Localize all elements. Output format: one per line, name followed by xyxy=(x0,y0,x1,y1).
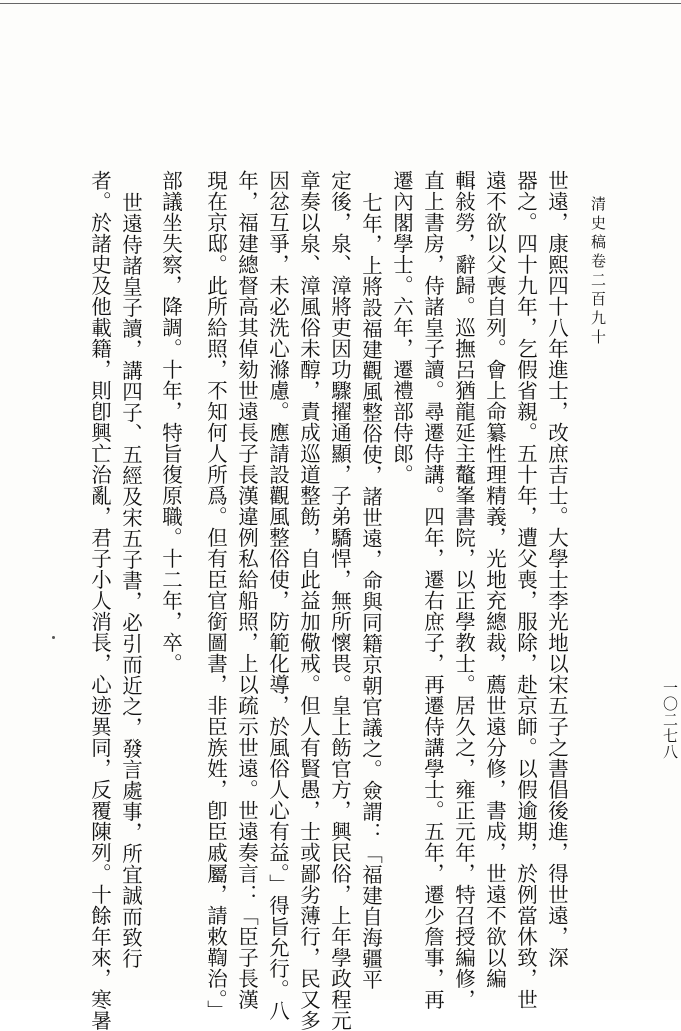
text-column: 現在京邸。此所給照，不知何人所爲。但有臣官銜圖書，非臣族姓，卽臣戚屬，請敕鞫治。」 xyxy=(203,170,228,1021)
scan-speck xyxy=(52,636,55,639)
text-column: 世遠，康熙四十八年進士，改庶吉士。大學士李光地以宋五子之書倡後進，得世遠，深 xyxy=(544,170,569,968)
running-title: 清史稿卷二百九十 xyxy=(589,196,607,348)
text-column: 年，福建總督高其倬劾世遠長子長漢違例私給船照，上以疏示世遠。世遠奏言：「臣子長漢 xyxy=(234,170,259,1010)
page-number: 一〇二七八 xyxy=(661,680,679,760)
text-column: 定後，泉、漳將吏因功驟擢通顯，子弟驕悍，無所懷畏。皇上飭官方，興民俗，上年學政程元 xyxy=(327,170,352,1031)
text-column: 章奏以泉、漳風俗未醇，責成巡道整飭，自此益加儆戒。但人有賢愚，士或鄙劣薄行，民又多 xyxy=(296,170,321,1031)
text-column: 因忿互爭，未必洗心滌慮。應請設觀風整俗使，防範化導，於風俗人心有益。」得旨允行。八 xyxy=(265,170,290,1021)
text-column: 輯敍勞，辭歸。巡撫呂猶龍延主鼇峯書院，以正學教士。居久之，雍正元年，特召授編修， xyxy=(451,170,476,1010)
text-column: 遠不欲以父喪自列。會上命纂性理精義，光地充總裁，薦世遠分修，書成，世遠不欲以編 xyxy=(482,170,507,989)
text-column: 器之。四十九年，乞假省親。五十年，遭父喪，服除，赴京師。以假逾期，於例當休致，世 xyxy=(513,170,538,1010)
text-column: 者。於諸史及他載籍，則卽興亡治亂，君子小人消長，心迹異同，反覆陳列。十餘年來，寒暑 xyxy=(87,170,112,1031)
text-column: 直上書房，侍諸皇子讀。尋遷侍講。四年，遷右庶子，再遷侍講學士。五年，遷少詹事，再 xyxy=(420,170,445,1010)
top-edge-rule xyxy=(0,3,681,4)
text-column: 遷內閣學士。六年，遷禮部侍郎。 xyxy=(389,170,414,485)
text-column: 世遠侍諸皇子讀，講四子、五經及宋五子書，必引而近之，發言處事，所宜誠而致行 xyxy=(118,192,143,969)
text-column: 部議坐失察，降調。十年，特旨復原職。十二年，卒。 xyxy=(158,170,183,674)
text-column: 七年，上將設福建觀風整俗使，諸世遠，命與同籍京朝官議之。僉謂：「福建自海疆平 xyxy=(358,192,383,990)
